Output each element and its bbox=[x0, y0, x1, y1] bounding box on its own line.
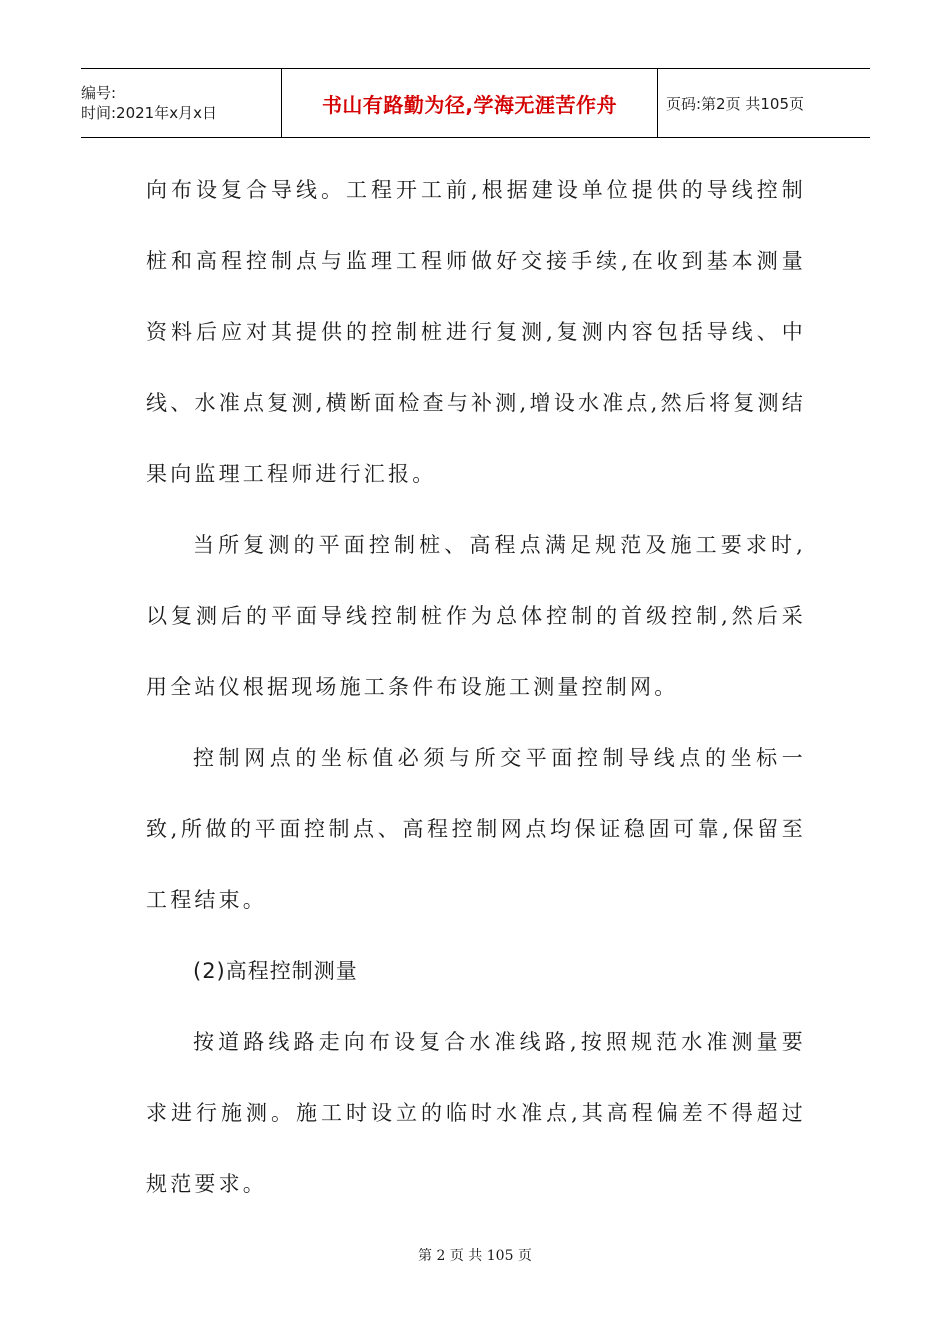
page-header bbox=[81, 68, 870, 138]
paragraph: 向布设复合导线。工程开工前,根据建设单位提供的导线控制桩和高程控制点与监理工程师做好交接手续,在收到基本测量资料后应对其提供的控制桩进行复测,复测内容包括导线、中线、水准点复测,横断面检查与补测,增设水准点,然后将复测结果向监理工程师进行汇报。 bbox=[146, 178, 806, 486]
document-body bbox=[146, 155, 806, 1220]
paragraph: 按道路线路走向布设复合水准线路,按照规范水准测量要求进行施测。施工时设立的临时水准点,其高程偏差不得超过规范要求。 bbox=[146, 1030, 806, 1196]
document-date: 时间:2021年x月x日 bbox=[81, 104, 217, 122]
header-page-info: 页码:第2页 共105页 bbox=[666, 94, 804, 113]
paragraph: 控制网点的坐标值必须与所交平面控制导线点的坐标一致,所做的平面控制点、高程控制网点均保证稳固可靠,保留至工程结束。 bbox=[146, 746, 806, 912]
header-motto: 书山有路勤为径,学海无涯苦作舟 bbox=[281, 69, 658, 137]
header-meta bbox=[81, 69, 281, 137]
paragraph: 当所复测的平面控制桩、高程点满足规范及施工要求时,以复测后的平面导线控制桩作为总体控制的首级控制,然后采用全站仪根据现场施工条件布设施工测量控制网。 bbox=[146, 533, 806, 699]
document-number-label: 编号: bbox=[81, 84, 117, 102]
section-heading: (2)高程控制测量 bbox=[193, 959, 358, 983]
page-footer: 第 2 页 共 105 页 bbox=[418, 1248, 532, 1264]
